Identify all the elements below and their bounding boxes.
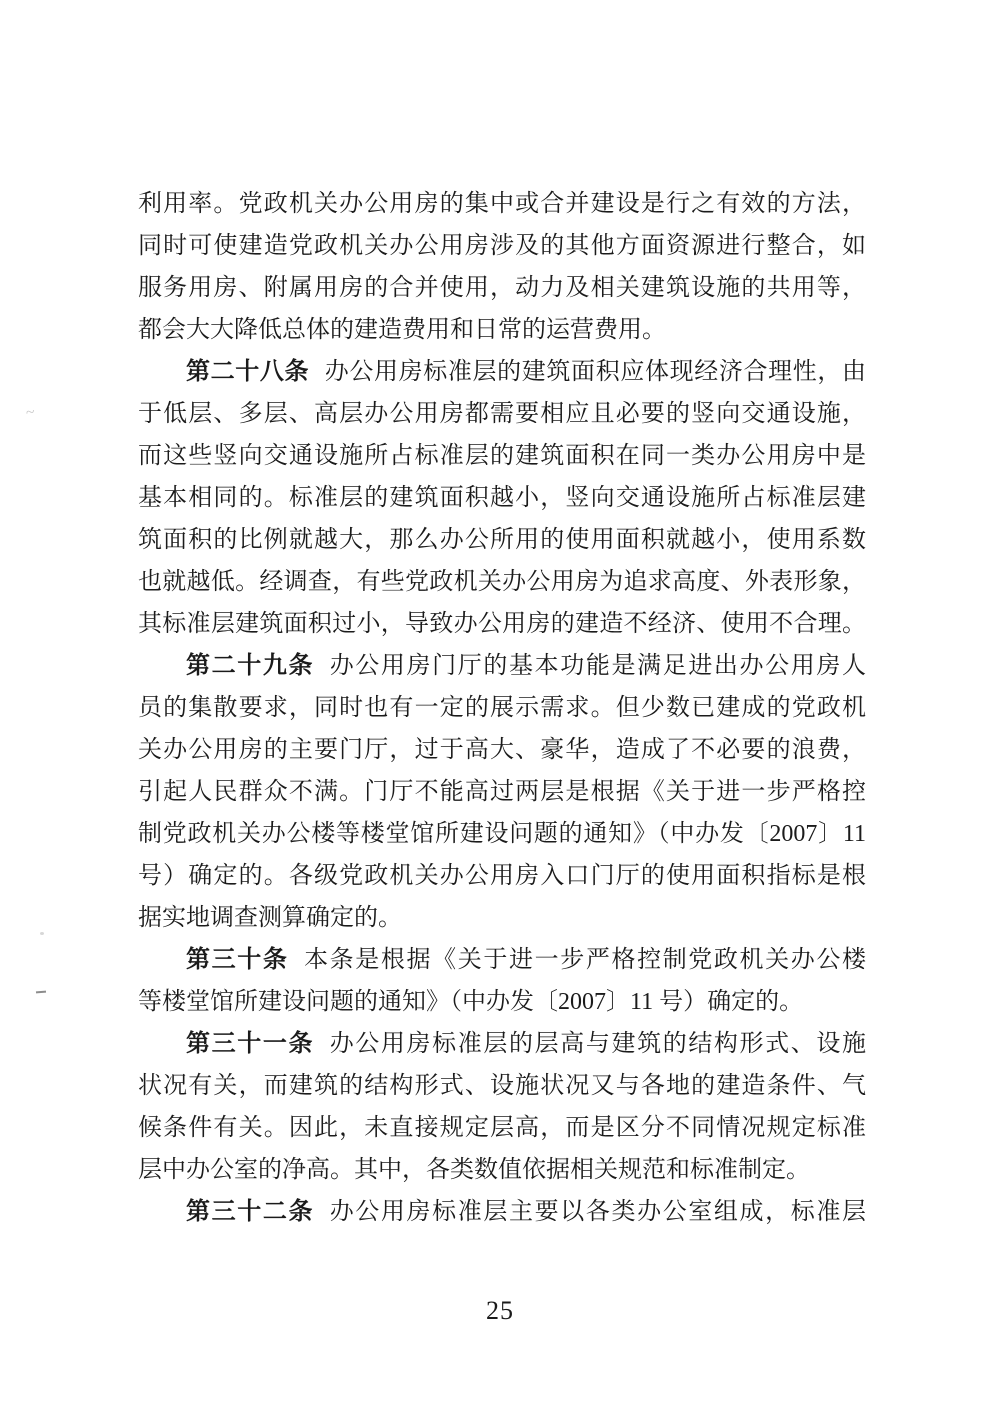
- scan-artifact-dot: [40, 932, 44, 935]
- text-line: 关办公用房的主要门厅，过于高大、豪华，造成了不必要的浪费，: [138, 737, 866, 763]
- text-line: 也就越低。经调查，有些党政机关办公用房为追求高度、外表形象，: [138, 569, 866, 595]
- scan-artifact-dash: [36, 991, 46, 994]
- article-heading: 第二十八条: [186, 359, 310, 385]
- text-line: 利用率。党政机关办公用房的集中或合并建设是行之有效的方法，: [138, 191, 866, 217]
- article-heading: 第三十二条: [186, 1199, 315, 1225]
- document-body: [138, 183, 866, 1233]
- text-line: 制党政机关办公楼等楼堂馆所建设问题的通知》（中办发〔2007〕11: [138, 821, 866, 847]
- text-line: 员的集散要求，同时也有一定的展示需求。但少数已建成的党政机: [138, 695, 866, 721]
- text-line: [138, 939, 866, 981]
- text-line: 同时可使建造党政机关办公用房涉及的其他方面资源进行整合，如: [138, 233, 866, 259]
- text-line: 等楼堂馆所建设问题的通知》（中办发〔2007〕11 号）确定的。: [138, 989, 804, 1015]
- text-line: 筑面积的比例就越大，那么办公所用的使用面积就越小，使用系数: [138, 527, 866, 553]
- text-run: 办公用房标准层的建筑面积应体现经济合理性，由: [324, 359, 866, 385]
- text-run: 办公用房标准层的层高与建筑的结构形式、设施: [329, 1031, 867, 1057]
- text-line: 而这些竖向交通设施所占标准层的建筑面积在同一类办公用房中是: [138, 443, 866, 469]
- text-line: 候条件有关。因此，未直接规定层高，而是区分不同情况规定标准: [138, 1115, 866, 1141]
- text-line: [138, 351, 866, 393]
- text-run: 办公用房标准层主要以各类办公室组成，标准层: [329, 1199, 867, 1225]
- text-line: 都会大大降低总体的建造费用和日常的运营费用。: [138, 317, 666, 343]
- text-line: [138, 1023, 866, 1065]
- text-line: 层中办公室的净高。其中，各类数值依据相关规范和标准制定。: [138, 1157, 810, 1183]
- text-line: [138, 645, 866, 687]
- text-line: 于低层、多层、高层办公用房都需要相应且必要的竖向交通设施，: [138, 401, 866, 427]
- article-heading: 第三十条: [186, 947, 289, 973]
- text-line: 服务用房、附属用房的合并使用，动力及相关建筑设施的共用等，: [138, 275, 866, 301]
- article-heading: 第三十一条: [186, 1031, 315, 1057]
- text-line: 引起人民群众不满。门厅不能高过两层是根据《关于进一步严格控: [138, 779, 866, 805]
- text-line: 据实地调查测算确定的。: [138, 905, 402, 931]
- scan-artifact-squiggle: ~: [24, 403, 36, 422]
- text-line: 号）确定的。各级党政机关办公用房入口门厅的使用面积指标是根: [138, 863, 866, 889]
- text-run: 办公用房门厅的基本功能是满足进出办公用房人: [329, 653, 867, 679]
- text-line: 基本相同的。标准层的建筑面积越小，竖向交通设施所占标准层建: [138, 485, 866, 511]
- text-line: 其标准层建筑面积过小，导致办公用房的建造不经济、使用不合理。: [138, 611, 866, 637]
- page-number: 25: [486, 1296, 514, 1325]
- article-heading: 第二十九条: [186, 653, 315, 679]
- text-run: 本条是根据《关于进一步严格控制党政机关办公楼: [304, 947, 867, 973]
- text-line: 状况有关，而建筑的结构形式、设施状况又与各地的建造条件、气: [138, 1073, 866, 1099]
- text-line: [138, 1191, 866, 1233]
